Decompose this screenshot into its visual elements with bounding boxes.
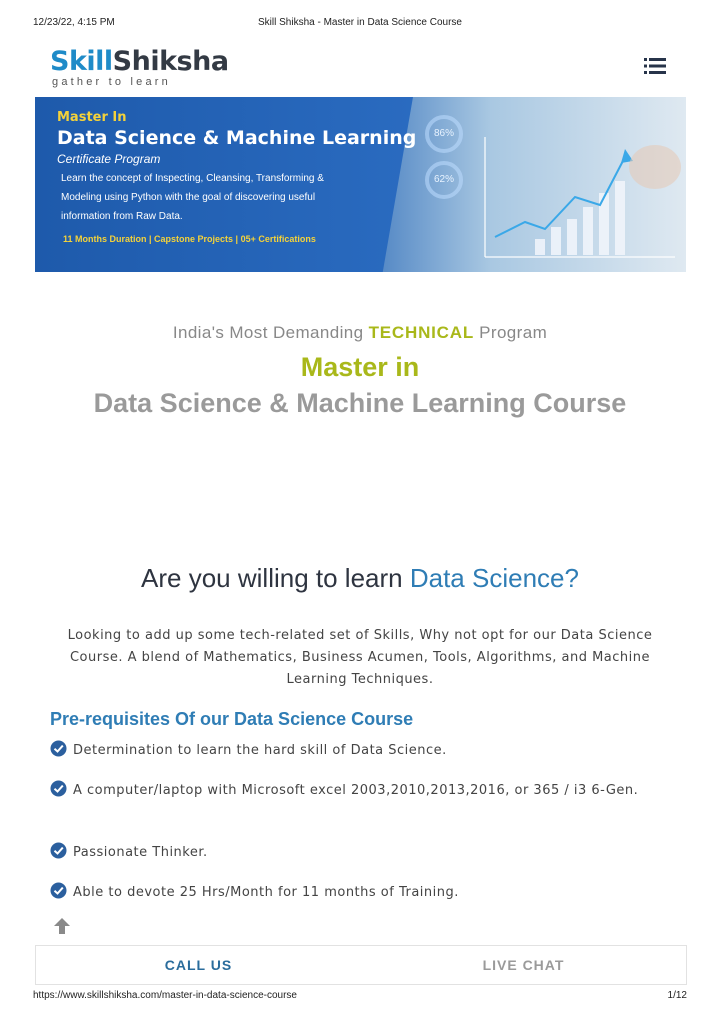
logo-brand-part1: Skill <box>50 46 113 77</box>
logo-tagline: gather to learn <box>52 76 171 88</box>
question-prefix: Are you willing to learn <box>141 563 410 593</box>
intro-paragraph: Looking to add up some tech-related set of Skills, Why not opt for our Data Science Course. A blend of Mathematics, Business Acumen, Tools, Algorithms, and Machine Learning Techniques. <box>67 628 653 687</box>
question-highlight: Data Science? <box>409 563 579 593</box>
logo-brand <box>50 46 229 77</box>
prerequisite-text: Passionate Thinker. <box>73 845 208 860</box>
section-question-heading <box>0 563 720 594</box>
banner-chart-illustration <box>475 127 686 272</box>
prerequisite-text: Able to devote 25 Hrs/Month for 11 months of Training. <box>73 885 459 900</box>
list-menu-icon[interactable] <box>644 57 666 75</box>
hero-heading-line1: Master in <box>300 352 420 382</box>
course-banner <box>35 97 686 272</box>
hero-heading-line2: Data Science & Machine Learning Course <box>93 388 627 418</box>
checkmark-badge-icon <box>50 780 67 797</box>
call-us-button[interactable]: CALL US <box>164 957 233 973</box>
checkmark-badge-icon <box>50 740 67 757</box>
banner-subtitle: Certificate Program <box>57 152 161 166</box>
prerequisite-item <box>50 842 650 864</box>
live-chat-button[interactable]: LIVE CHAT <box>482 957 565 973</box>
print-page-number: 1/12 <box>667 990 687 1001</box>
banner-title: Data Science & Machine Learning <box>57 127 417 149</box>
print-url: https://www.skillshiksha.com/master-in-data-science-course <box>33 990 297 1001</box>
banner-master-in: Master In <box>57 110 127 125</box>
program-tagline <box>0 323 720 343</box>
print-header <box>0 0 720 28</box>
prerequisite-item <box>50 882 650 904</box>
prerequisite-text: Determination to learn the hard skill of Data Science. <box>73 743 447 758</box>
prerequisite-item <box>50 780 650 802</box>
checkmark-badge-icon <box>50 882 67 899</box>
prerequisites-title: Pre-requisites Of our Data Science Course <box>50 709 414 729</box>
checkmark-badge-icon <box>50 842 67 859</box>
logo-brand-part2: Shiksha <box>112 46 229 77</box>
site-logo[interactable] <box>50 46 229 90</box>
print-page-title: Skill Shiksha - Master in Data Science Course <box>258 17 462 28</box>
banner-gauge-2: 62% <box>425 161 463 199</box>
print-datetime: 12/23/22, 4:15 PM <box>33 17 115 28</box>
contact-footer-bar <box>35 945 687 985</box>
prerequisite-item <box>50 740 650 762</box>
tagline-suffix: Program <box>474 323 548 342</box>
tagline-prefix: India's Most Demanding <box>172 323 369 342</box>
tagline-accent: TECHNICAL <box>368 323 475 342</box>
banner-highlights: 11 Months Duration | Capstone Projects | 05+ Certifications <box>63 234 316 244</box>
banner-gauge-1: 86% <box>425 115 463 153</box>
banner-description: Learn the concept of Inspecting, Cleansing, Transforming & Modeling using Python with the goal of discovering useful information from Raw Data. <box>61 173 324 222</box>
prerequisite-text: A computer/laptop with Microsoft excel 2003,2010,2013,2016, or 365 / i3 6-Gen. <box>73 783 639 798</box>
scroll-to-top-arrow-icon[interactable] <box>52 916 72 936</box>
